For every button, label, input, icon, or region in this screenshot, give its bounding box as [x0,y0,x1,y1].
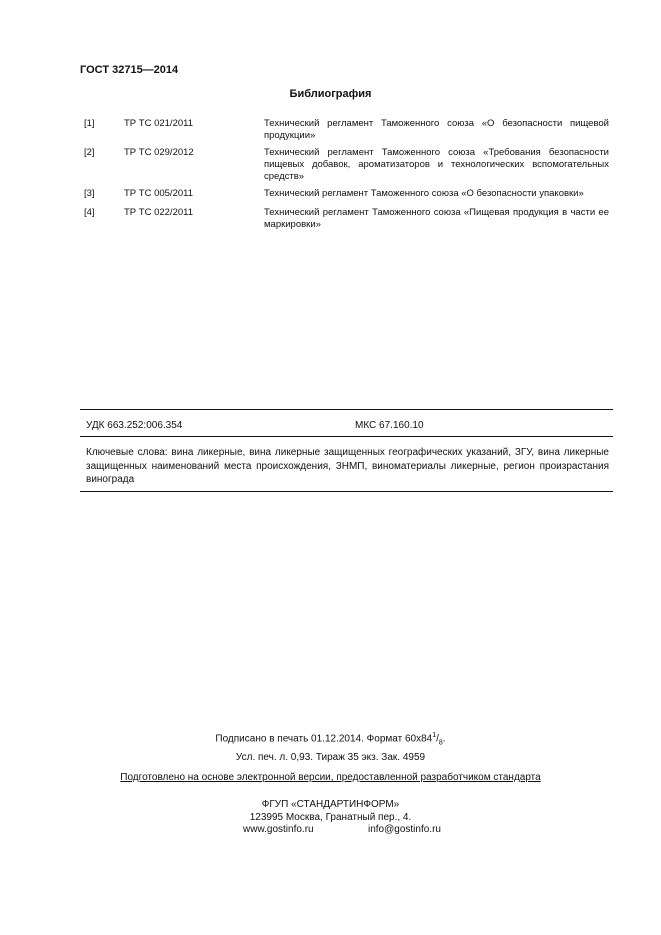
format-numerator: 1 [432,732,437,739]
format-denominator: 8 [438,739,443,747]
bibliography-item-number: [3] [84,188,95,199]
publisher-website[interactable]: www.gostinfo.ru [243,824,314,835]
prepared-text: Подготовлено на основе электронной версии, предоставленной разработчиком стандарта [120,772,541,783]
publisher-name: ФГУП «СТАНДАРТИНФОРМ» [261,799,400,810]
bibliography-item-description: Технический регламент Таможенного союза «О безопасности упаковки» [264,188,584,199]
keywords: Ключевые слова: вина ликерные, вина ликерные защищенных географических указаний, ЗГУ, вина ликерные защищенных наименований места происхождения, ЗНМП, виноматериалы ликерные, регион произрастания винограда [86,447,609,485]
bottom-divider [80,491,613,492]
bibliography-item-description: Технический регламент Таможенного союза «О безопасности пищевой продукции» [264,118,609,141]
udk-code: УДК 663.252:006.354 [86,420,183,431]
bibliography-item-description: Технический регламент Таможенного союза «Пищевая продукция в части ее маркировки» [264,207,609,230]
bibliography-item-document: ТР ТС 005/2011 [124,188,194,199]
classification-divider [80,436,613,437]
standard-header: ГОСТ 32715—2014 [80,64,179,76]
publisher-email[interactable]: info@gostinfo.ru [368,824,441,835]
bibliography-item-document: ТР ТС 021/2011 [124,118,194,129]
top-divider [80,409,613,410]
bibliography-item-number: [1] [84,118,95,129]
signed-for-print: Подписано в печать 01.12.2014. Формат $60x84^1/_8$. [215,732,446,747]
mks-code: МКС 67.160.10 [355,420,424,431]
bibliography-item-document: ТР ТС 022/2011 [124,207,194,218]
bibliography-title: Библиография [289,88,372,100]
publisher-address: 123995 Москва, Гранатный пер., 4. [249,812,412,823]
prepared-note [0,772,661,783]
bibliography-item-description: Технический регламент Таможенного союза «Требования безопасности пищевых добавок, ароматизаторов и технологических вспомогательных средств» [264,147,609,182]
bibliography-item-number: [2] [84,147,95,158]
bibliography-item-document: ТР ТС 029/2012 [124,147,194,158]
print-info: Усл. печ. л. 0,93. Тираж 35 экз. Зак. 4959 [235,752,426,763]
signed-suffix: . [442,733,446,745]
bibliography-item-number: [4] [84,207,95,218]
signed-text: Подписано в печать 01.12.2014. Формат 60x84 [215,733,433,745]
